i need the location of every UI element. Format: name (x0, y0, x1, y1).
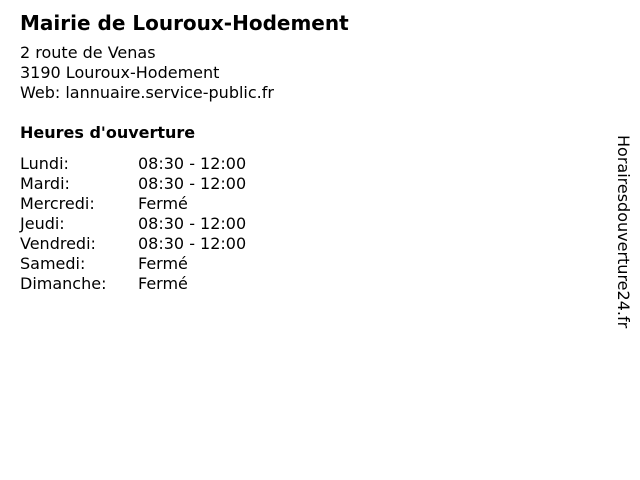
day-label: Dimanche: (20, 274, 107, 293)
address-city: 3190 Louroux-Hodement (20, 63, 220, 82)
day-label: Mercredi: (20, 194, 95, 213)
day-label: Jeudi: (20, 214, 65, 233)
hours-row-friday (20, 234, 246, 254)
hours-row-sunday (20, 274, 246, 294)
address-street: 2 route de Venas (20, 43, 156, 62)
day-label: Lundi: (20, 154, 69, 173)
day-hours: 08:30 - 12:00 (138, 214, 247, 233)
hours-row-wednesday (20, 194, 246, 214)
hours-row-monday (20, 154, 246, 174)
day-hours: 08:30 - 12:00 (138, 174, 247, 193)
hours-heading: Heures d'ouverture (20, 123, 196, 142)
day-label: Vendredi: (20, 234, 96, 253)
place-title: Mairie de Louroux-Hodement (20, 11, 349, 35)
day-label: Samedi: (20, 254, 86, 273)
hours-row-thursday (20, 214, 246, 234)
brand-sidebar (611, 135, 635, 345)
day-hours: 08:30 - 12:00 (138, 234, 247, 253)
brand-site-name: Horairesdouverture24.fr (614, 135, 633, 329)
day-hours: Fermé (138, 254, 188, 273)
day-hours: 08:30 - 12:00 (138, 154, 247, 173)
hours-row-tuesday (20, 174, 246, 194)
hours-row-saturday (20, 254, 246, 274)
day-hours: Fermé (138, 274, 188, 293)
day-hours: Fermé (138, 194, 188, 213)
opening-hours-table (20, 154, 246, 294)
website-link[interactable]: Web: lannuaire.service-public.fr (20, 83, 274, 102)
address-block (20, 43, 274, 103)
day-label: Mardi: (20, 174, 70, 193)
